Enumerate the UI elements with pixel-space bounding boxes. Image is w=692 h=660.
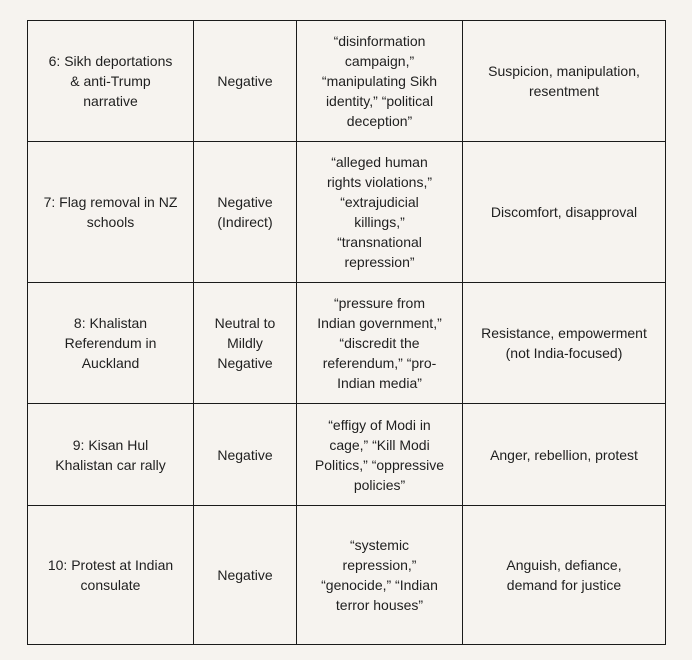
analysis-table	[27, 20, 666, 645]
emotion-cell: Anguish, defiance, demand for justice	[463, 506, 666, 645]
sentiment-cell: Negative	[194, 506, 297, 645]
sentiment-cell: Negative	[194, 404, 297, 506]
table-row	[28, 142, 666, 283]
event-cell: 8: Khalistan Referendum in Auckland	[28, 283, 194, 404]
sentiment-cell: Negative	[194, 21, 297, 142]
phrases-cell: “alleged human rights violations,” “extrajudicial killings,” “transnational repression”	[297, 142, 463, 283]
emotion-cell: Resistance, empowerment (not India-focused)	[463, 283, 666, 404]
analysis-table-container	[27, 20, 665, 644]
table-row	[28, 506, 666, 645]
event-cell: 10: Protest at Indian consulate	[28, 506, 194, 645]
phrases-cell: “systemic repression,” “genocide,” “Indian terror houses”	[297, 506, 463, 645]
table-row	[28, 404, 666, 506]
sentiment-cell: Negative (Indirect)	[194, 142, 297, 283]
emotion-cell: Suspicion, manipulation, resentment	[463, 21, 666, 142]
phrases-cell: “pressure from Indian government,” “discredit the referendum,” “pro- Indian media”	[297, 283, 463, 404]
sentiment-cell: Neutral to Mildly Negative	[194, 283, 297, 404]
phrases-cell: “disinformation campaign,” “manipulating Sikh identity,” “political deception”	[297, 21, 463, 142]
table-row	[28, 21, 666, 142]
event-cell: 6: Sikh deportations & anti-Trump narrative	[28, 21, 194, 142]
phrases-cell: “effigy of Modi in cage,” “Kill Modi Politics,” “oppressive policies”	[297, 404, 463, 506]
event-cell: 9: Kisan Hul Khalistan car rally	[28, 404, 194, 506]
table-row	[28, 283, 666, 404]
event-cell: 7: Flag removal in NZ schools	[28, 142, 194, 283]
emotion-cell: Discomfort, disapproval	[463, 142, 666, 283]
emotion-cell: Anger, rebellion, protest	[463, 404, 666, 506]
